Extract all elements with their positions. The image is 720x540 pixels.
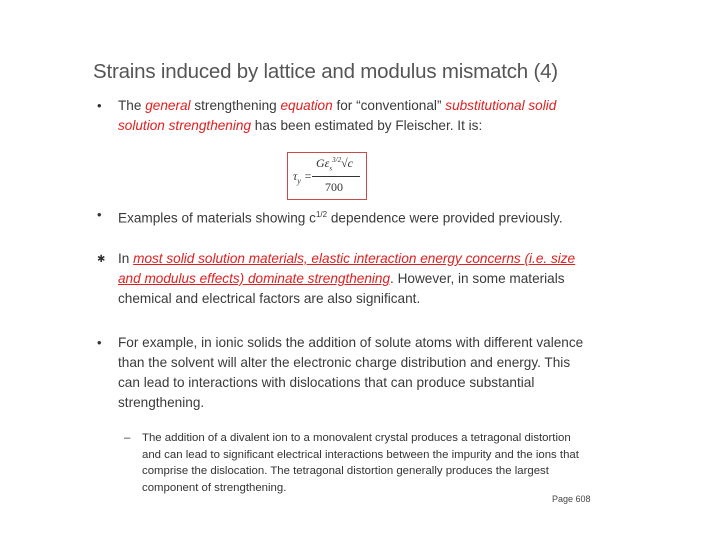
equation-numerator: $G\varepsilon_s^{3/2}√c$ — [316, 156, 354, 173]
bullet-text: For example, in ionic solids the addition of solute atoms with different valence than the solvent will alter the electronic charge distribution and energy. This can lead to interactions with dislocations that can produce substantial strengthening. — [118, 335, 584, 410]
bullet-text: dependence were provided previously. — [327, 210, 563, 226]
equation-lhs: $\tau_y$ = — [293, 169, 312, 186]
fraction-bar — [312, 176, 360, 177]
bullet-elastic-interaction — [97, 249, 588, 309]
slide-title: Strains induced by lattice and modulus mismatch (4) — [93, 60, 558, 83]
sub-bullet-divalent-ion — [124, 430, 582, 496]
fleischer-equation — [287, 152, 367, 200]
bullet-ionic-solids — [97, 333, 588, 413]
bullet-text: The — [118, 98, 146, 113]
superscript: 1/2 — [315, 210, 328, 219]
bullet-text: has been estimated by Fleischer. It is: — [251, 118, 483, 133]
bullet-mark: • — [97, 98, 102, 113]
equation-denominator: 700 — [325, 180, 343, 194]
sub-bullet-text: The addition of a divalent ion to a monovalent crystal produces a tetragonal distortion and can lead to significant electrical interactions between the impurity and the ions that comprise the dislocation. The tetragonal distortion generally produces the largest component of strengthening. — [142, 432, 579, 494]
bullet-text: In — [118, 251, 134, 266]
highlight-substitutional: substitutional solid solution strengthening — [118, 98, 557, 133]
bullet-mark: • — [97, 335, 102, 350]
highlight-elastic: most solid solution materials, elastic interaction energy concerns (i.e. size and modulus effects) dominate strengthening — [118, 251, 576, 286]
dash-mark: – — [124, 432, 131, 444]
bullet-text: for “conventional” — [332, 98, 446, 113]
asterisk-icon: ✱ — [97, 254, 106, 265]
highlight-equation: equation — [280, 98, 333, 113]
bullet-mark: • — [97, 207, 102, 222]
page-number: Page 608 — [552, 494, 591, 504]
bullet-fleischer-equation — [97, 96, 588, 136]
highlight-general: general — [145, 98, 191, 113]
bullet-text: strengthening — [190, 98, 281, 113]
bullet-text: Examples of materials showing c — [118, 210, 316, 226]
bullet-c-dependence — [97, 205, 588, 229]
bullet-text: . However, in some materials chemical and electrical factors are also significant. — [118, 271, 565, 306]
